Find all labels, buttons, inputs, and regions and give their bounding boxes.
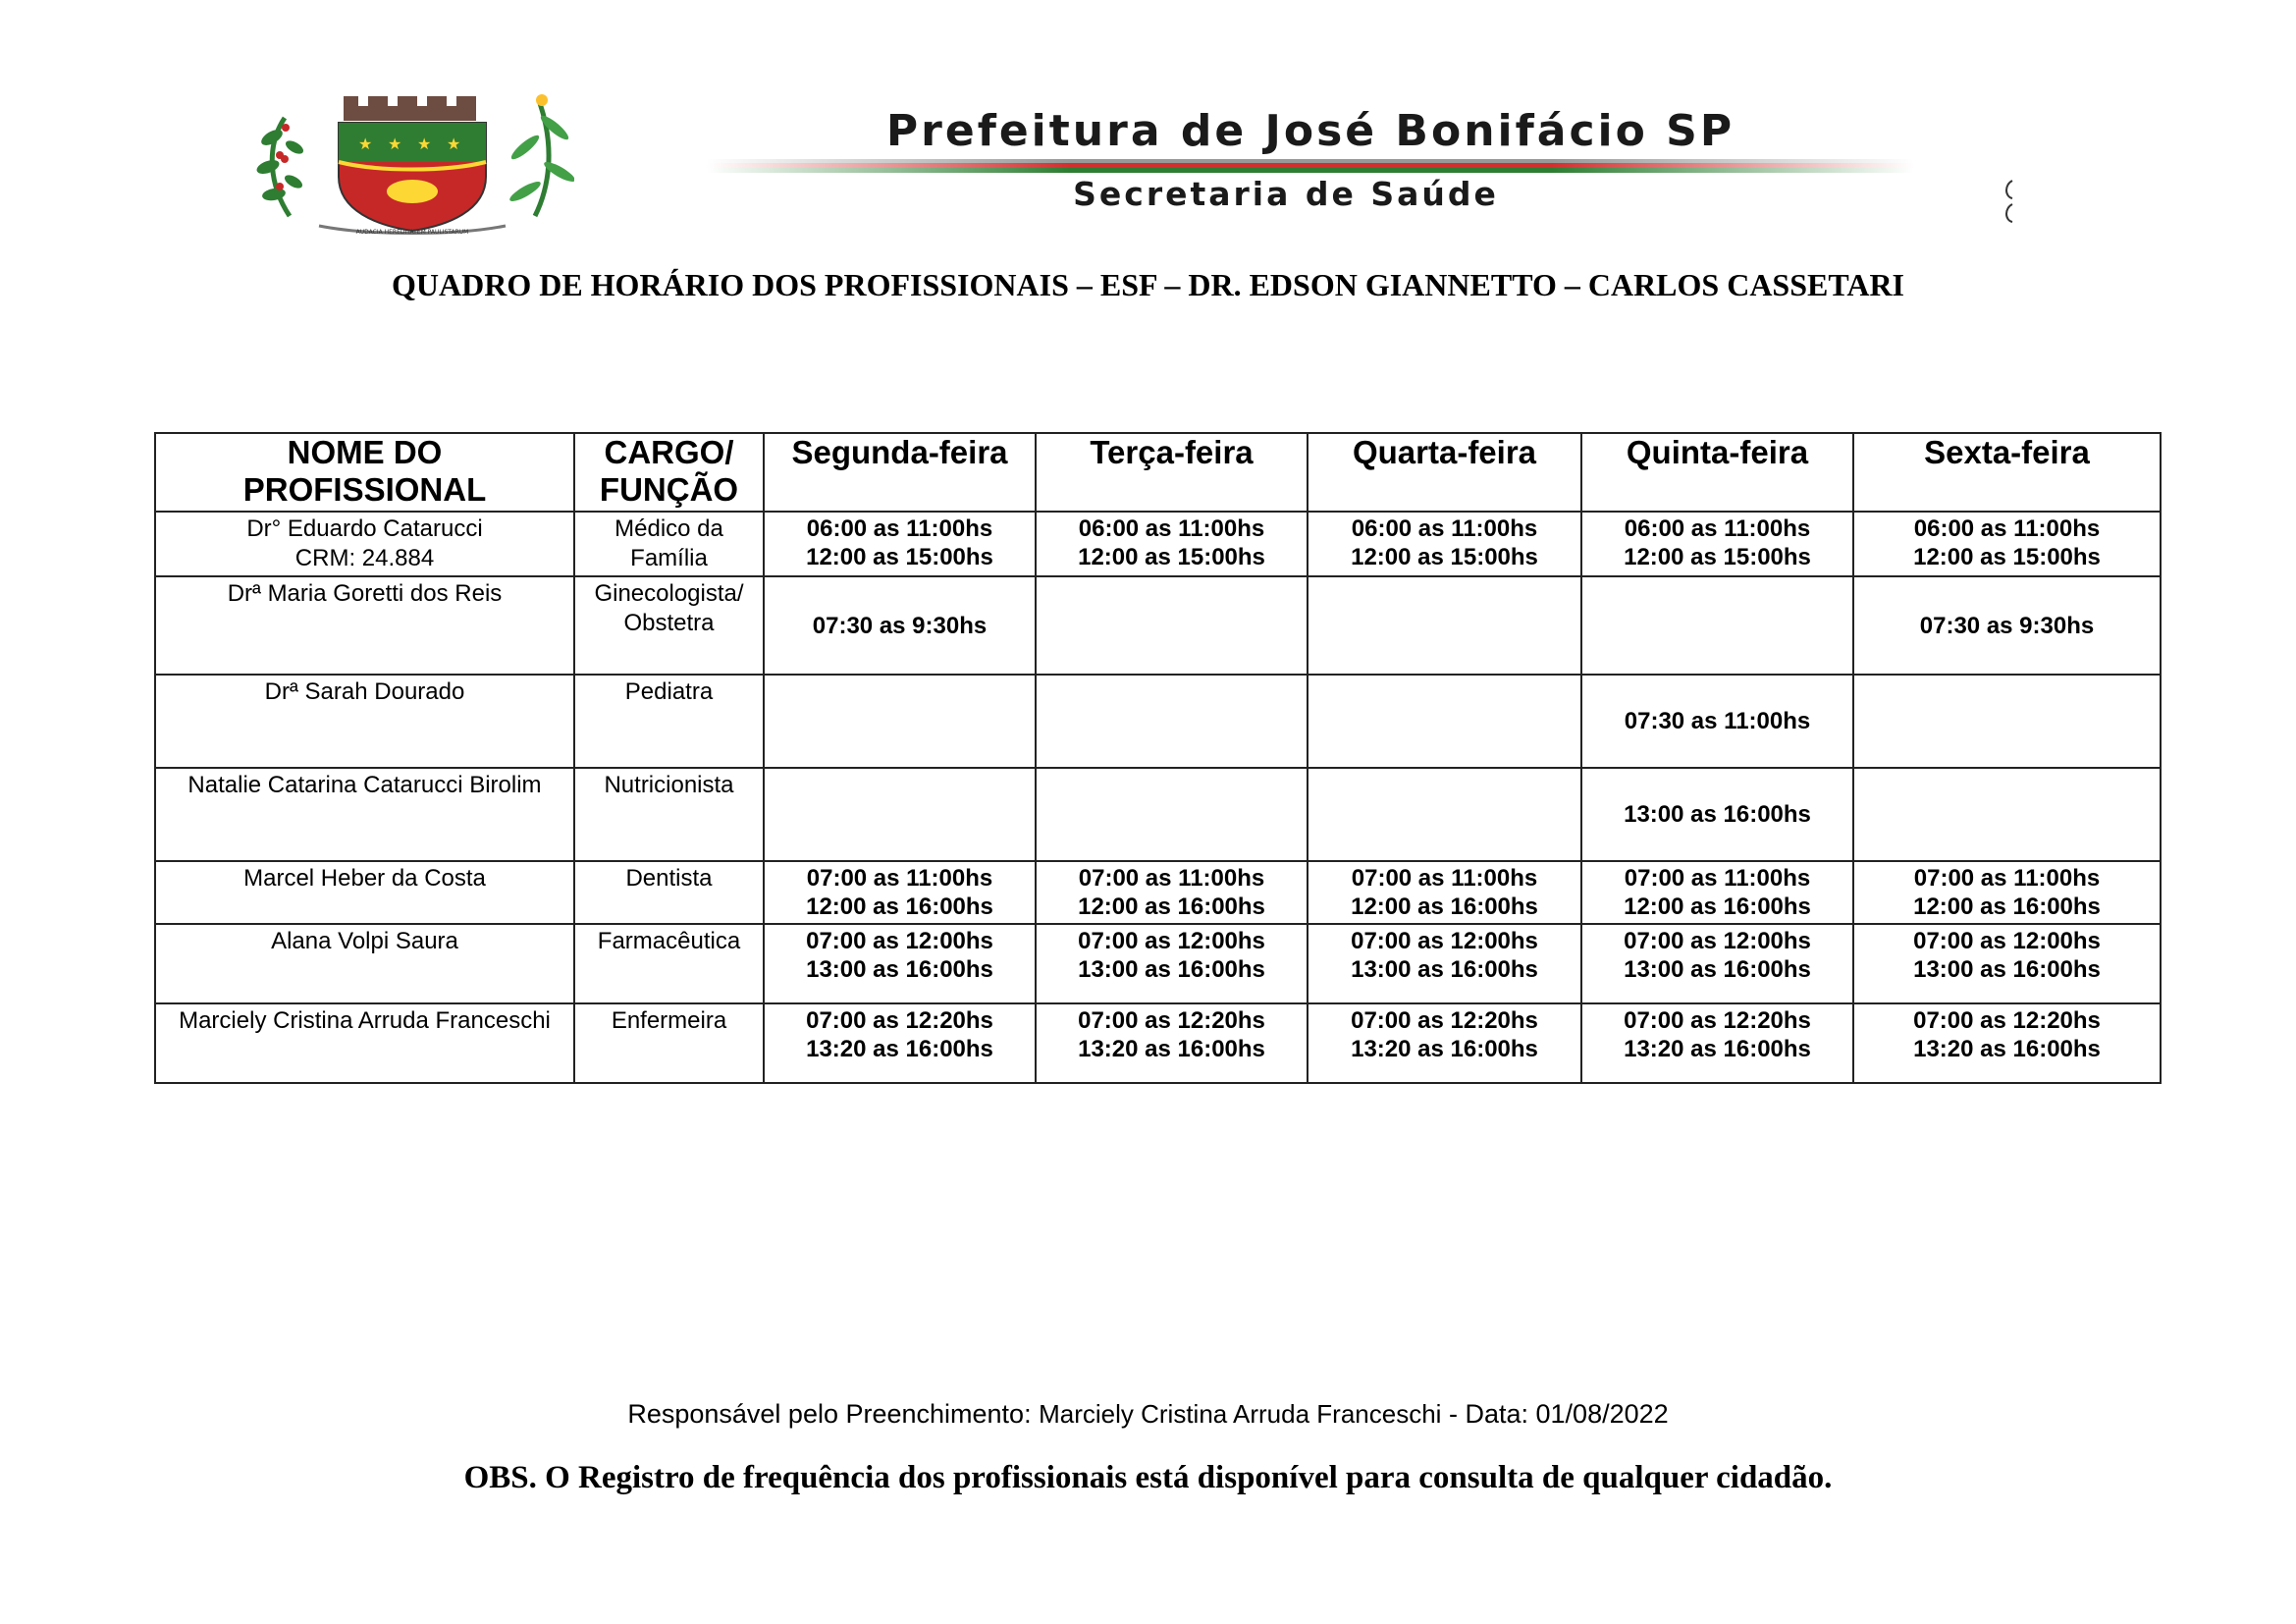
schedule-cell: 07:00 as 12:20hs 13:20 as 16:00hs <box>1581 1003 1853 1083</box>
table-row <box>155 1003 2161 1083</box>
schedule-cell: 07:00 as 11:00hs 12:00 as 16:00hs <box>1308 861 1581 924</box>
header-day: Quarta-feira <box>1308 433 1581 512</box>
svg-text:★: ★ <box>447 135 461 153</box>
schedule-table <box>154 432 2162 1084</box>
schedule-cell: 06:00 as 11:00hs 12:00 as 15:00hs <box>1853 512 2161 576</box>
schedule-cell <box>1853 768 2161 861</box>
header-day: Segunda-feira <box>764 433 1036 512</box>
schedule-cell: 07:00 as 11:00hs 12:00 as 16:00hs <box>1853 861 2161 924</box>
schedule-cell: 06:00 as 11:00hs 12:00 as 15:00hs <box>764 512 1036 576</box>
professional-role: Ginecologista/ Obstetra <box>574 576 764 675</box>
table-row <box>155 675 2161 768</box>
municipal-crest-logo <box>250 88 574 236</box>
professional-role: Pediatra <box>574 675 764 768</box>
date-value: 01/08/2022 <box>1535 1399 1669 1429</box>
schedule-cell: 07:30 as 11:00hs <box>1581 675 1853 768</box>
schedule-cell: 07:00 as 12:00hs 13:00 as 16:00hs <box>1308 924 1581 1003</box>
svg-text:AUDACIA HEREDITATEM PAULISTARU: AUDACIA HEREDITATEM PAULISTARUM <box>355 229 469 236</box>
schedule-cell: 07:00 as 12:00hs 13:00 as 16:00hs <box>1853 924 2161 1003</box>
letterhead-title: Prefeitura de José Bonifácio SP <box>885 106 1735 156</box>
observation-note: OBS. O Registro de frequência dos profissionais está disponível para consulta de qualquer cidadão. <box>463 1460 1833 1495</box>
table-row <box>155 924 2161 1003</box>
schedule-cell: 06:00 as 11:00hs 12:00 as 15:00hs <box>1036 512 1308 576</box>
table-row <box>155 512 2161 576</box>
professional-role: Nutricionista <box>574 768 764 861</box>
schedule-cell: 07:00 as 12:20hs 13:20 as 16:00hs <box>764 1003 1036 1083</box>
header-day: Sexta-feira <box>1853 433 2161 512</box>
schedule-cell: 07:30 as 9:30hs <box>764 576 1036 675</box>
professional-name: Marcel Heber da Costa <box>155 861 574 924</box>
professional-name: Dr° Eduardo Catarucci CRM: 24.884 <box>155 512 574 576</box>
footer-responsible <box>0 1399 2296 1430</box>
schedule-cell <box>764 675 1036 768</box>
schedule-cell: 07:00 as 11:00hs 12:00 as 16:00hs <box>764 861 1036 924</box>
schedule-cell <box>1036 576 1308 675</box>
header-day: Quinta-feira <box>1581 433 1853 512</box>
schedule-cell: 07:00 as 11:00hs 12:00 as 16:00hs <box>1036 861 1308 924</box>
edge-mark <box>2002 177 2016 226</box>
schedule-cell <box>1581 576 1853 675</box>
schedule-cell: 07:00 as 12:20hs 13:20 as 16:00hs <box>1036 1003 1308 1083</box>
schedule-cell: 07:00 as 12:20hs 13:20 as 16:00hs <box>1853 1003 2161 1083</box>
table-row <box>155 768 2161 861</box>
svg-text:★: ★ <box>358 135 373 153</box>
responsible-label: Responsável pelo Preenchimento: <box>627 1399 1032 1429</box>
responsible-name: Marciely Cristina Arruda Franceschi <box>1039 1399 1442 1429</box>
letterhead-stripe <box>707 159 1914 173</box>
schedule-cell: 07:00 as 12:00hs 13:00 as 16:00hs <box>764 924 1036 1003</box>
header-role: CARGO/ FUNÇÃO <box>574 433 764 512</box>
schedule-cell: 06:00 as 11:00hs 12:00 as 15:00hs <box>1308 512 1581 576</box>
schedule-cell <box>1853 675 2161 768</box>
professional-role: Dentista <box>574 861 764 924</box>
schedule-cell <box>764 768 1036 861</box>
schedule-cell: 07:00 as 11:00hs 12:00 as 16:00hs <box>1581 861 1853 924</box>
schedule-cell: 07:00 as 12:20hs 13:20 as 16:00hs <box>1308 1003 1581 1083</box>
schedule-cell: 07:00 as 12:00hs 13:00 as 16:00hs <box>1036 924 1308 1003</box>
schedule-cell <box>1308 768 1581 861</box>
svg-text:★: ★ <box>417 135 432 153</box>
letterhead <box>0 0 2296 255</box>
date-label: - Data: <box>1448 1399 1528 1429</box>
schedule-cell: 13:00 as 16:00hs <box>1581 768 1853 861</box>
professional-name: Drª Sarah Dourado <box>155 675 574 768</box>
schedule-cell: 07:00 as 12:00hs 13:00 as 16:00hs <box>1581 924 1853 1003</box>
professional-role: Enfermeira <box>574 1003 764 1083</box>
table-row <box>155 576 2161 675</box>
schedule-cell: 07:30 as 9:30hs <box>1853 576 2161 675</box>
header-day: Terça-feira <box>1036 433 1308 512</box>
letterhead-subtitle: Secretaria de Saúde <box>1073 175 1499 213</box>
professional-role: Médico da Família <box>574 512 764 576</box>
document-title: QUADRO DE HORÁRIO DOS PROFISSIONAIS – ESF – DR. EDSON GIANNETTO – CARLOS CASSETARI <box>391 267 1904 302</box>
schedule-cell <box>1308 576 1581 675</box>
table-header-row <box>155 433 2161 512</box>
schedule-cell: 06:00 as 11:00hs 12:00 as 15:00hs <box>1581 512 1853 576</box>
professional-name: Alana Volpi Saura <box>155 924 574 1003</box>
header-name: NOME DO PROFISSIONAL <box>155 433 574 512</box>
table-row <box>155 861 2161 924</box>
schedule-cell <box>1036 675 1308 768</box>
svg-text:★: ★ <box>388 135 402 153</box>
professional-name: Natalie Catarina Catarucci Birolim <box>155 768 574 861</box>
professional-name: Drª Maria Goretti dos Reis <box>155 576 574 675</box>
professional-role: Farmacêutica <box>574 924 764 1003</box>
schedule-cell <box>1308 675 1581 768</box>
schedule-cell <box>1036 768 1308 861</box>
professional-name: Marciely Cristina Arruda Franceschi <box>155 1003 574 1083</box>
